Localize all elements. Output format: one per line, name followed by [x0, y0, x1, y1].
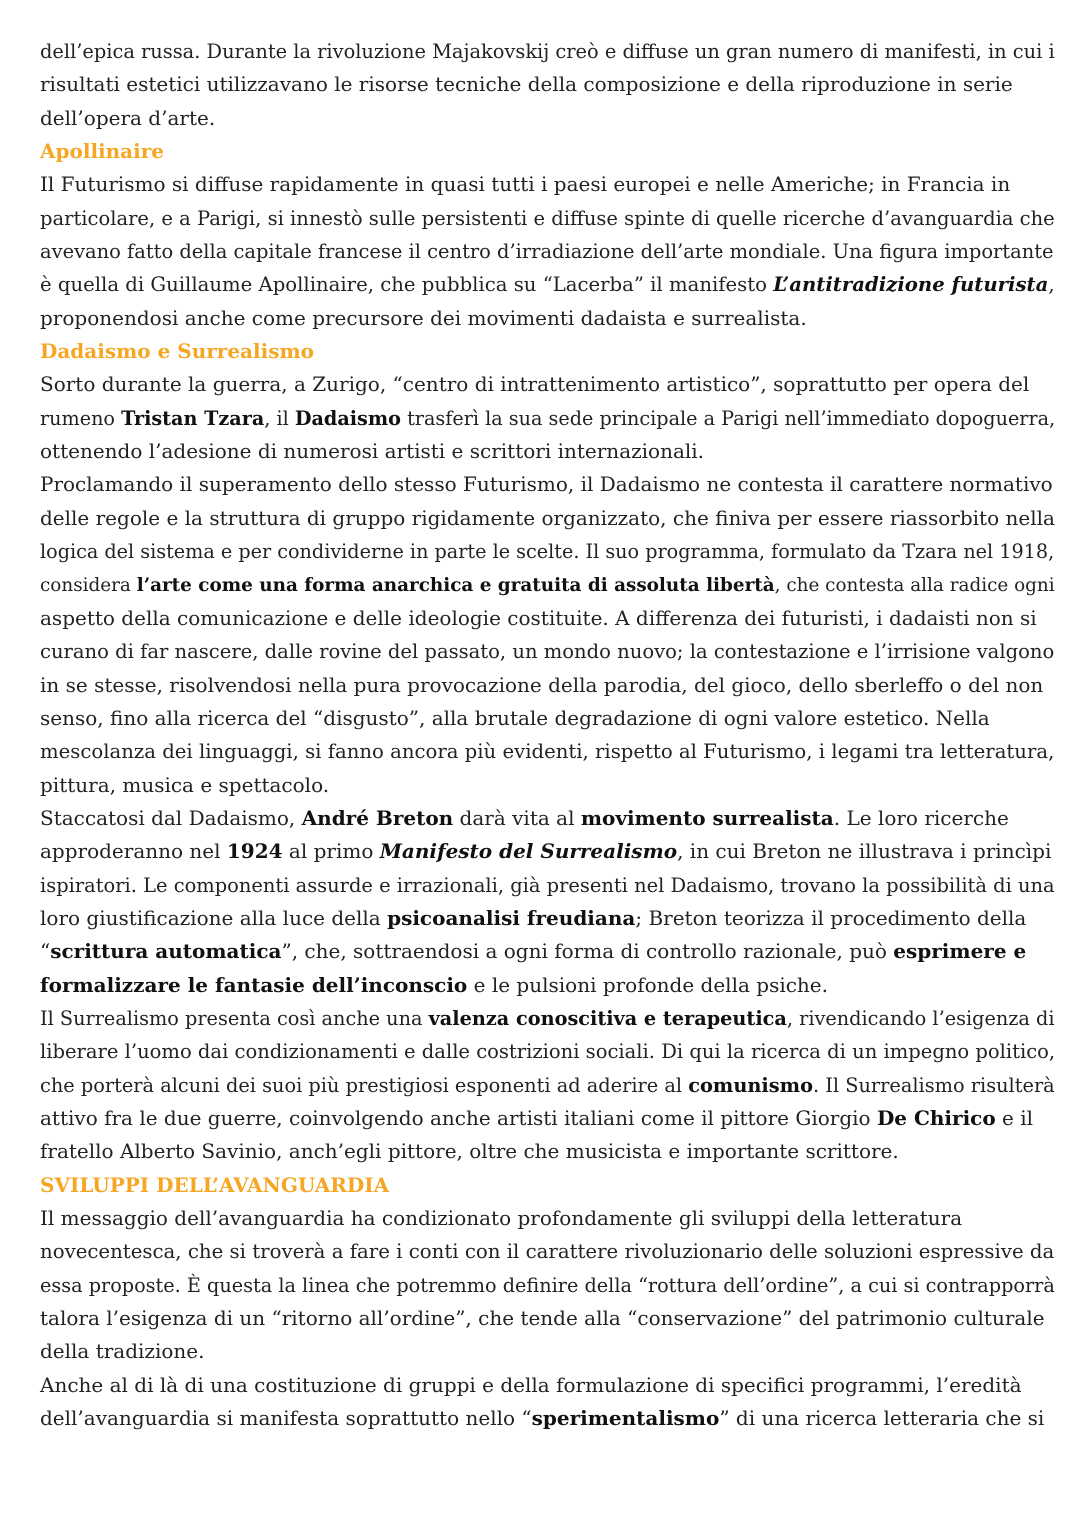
text-line [40, 935, 1055, 968]
bold-term: valenza conoscitiva e terapeutica [428, 1006, 787, 1030]
bold-term: Dadaismo [294, 406, 401, 430]
text-span: e le pulsioni profonde della psiche. [467, 972, 828, 997]
bold-term: formalizzare le fantasie dell’inconscio [40, 972, 468, 997]
text-span: darà vita al [453, 805, 581, 830]
bold-term: esprimere e [893, 939, 1027, 964]
bold-term: sperimentalismo [531, 1406, 720, 1431]
text-line: delle regole e la struttura di gruppo rigidamente organizzato, che finiva per essere riassorbito nella [40, 505, 1055, 530]
text-span: , [1048, 273, 1055, 297]
text-line: ispiratori. Le componenti assurde e irrazionali, già presenti nel Dadaismo, trovano la possibilità di una [40, 873, 1055, 897]
text-line: avevano fatto della capitale francese il centro d’irradiazione dell’arte mondiale. Una figura importante [40, 240, 1054, 264]
sviluppi-paragraph-2 [40, 1369, 1055, 1436]
text-line: senso, fino alla ricerca del “disgusto”, alla brutale degradazione di ogni valore estetico. Nella [40, 705, 990, 730]
text-line: Anche al di là di una costituzione di gruppi e della formulazione di specifici programmi, l’eredità [40, 1372, 1022, 1397]
bold-term: comunismo [688, 1073, 813, 1097]
text-line: Il messaggio dell’avanguardia ha condizionato profondamente gli sviluppi della letteratura [40, 1206, 963, 1231]
text-span: rumeno [40, 406, 122, 430]
text-span: approderanno nel [40, 839, 227, 864]
text-line: curano di far nascere, dalle rovine del passato, un mondo nuovo; la contestazione e l’irrisione valgono [40, 640, 1055, 664]
text-line [40, 835, 1055, 868]
text-line: dell’opera d’arte. [40, 105, 216, 130]
text-span: trasferì la sua sede principale a Parigi nell’immediato dopoguerra, [400, 406, 1056, 430]
bold-term: scrittura automatica [50, 939, 282, 964]
text-line: Sorto durante la guerra, a Zurigo, “centro di intrattenimento artistico”, soprattutto per opera del [40, 372, 1030, 397]
text-line: logica del sistema e per condividerne in parte le scelte. Il suo programma, formulato da Tzara nel 1918, [40, 540, 1055, 564]
text-line: fratello Alberto Savinio, anch’egli pittore, oltre che musicista e importante scrittore. [40, 1139, 899, 1164]
text-span: al primo [282, 839, 380, 864]
bold-term: Tristan Tzara [121, 406, 265, 430]
text-line [40, 402, 1055, 435]
text-line [40, 1402, 1055, 1435]
text-line [40, 569, 1055, 602]
dadaismo-paragraph-2 [40, 468, 1055, 801]
text-line: in se stesse, risolvendosi nella pura provocazione della parodia, del gioco, dello sberleffo o del non [40, 672, 1044, 697]
text-line: particolare, e a Parigi, si innestò sulle persistenti e diffuse spinte di quelle ricerche d’avanguardia che [40, 206, 1055, 230]
section-heading-sviluppi: SVILUPPI DELL’AVANGUARDIA [40, 1172, 390, 1197]
text-span: , il [264, 406, 295, 430]
text-line [40, 1069, 1055, 1102]
text-span: . Il Surrealismo risulterà [813, 1073, 1055, 1097]
text-line [40, 902, 1055, 935]
dadaismo-paragraph-1 [40, 368, 1055, 468]
bold-term: 1924 [226, 839, 283, 864]
text-span: è quella di Guillaume Apollinaire, che pubblica su “Lacerba” il manifesto [40, 273, 774, 297]
bold-term: psicoanalisi freudiana [387, 905, 636, 930]
bold-term: De Chirico [876, 1106, 996, 1130]
text-line: mescolanza dei linguaggi, si fanno ancora più evidenti, rispetto al Futurismo, i legami tra letteratura, [40, 740, 1055, 764]
text-span: ”, che, sottraendosi a ogni forma di controllo razionale, può [281, 939, 894, 964]
sviluppi-paragraph-1 [40, 1202, 1055, 1369]
text-span: che porterà alcuni dei suoi più prestigiosi esponenti ad aderire al [40, 1073, 689, 1097]
text-line: talora l’esigenza di un “ritorno all’ordine”, che tende alla “conservazione” del patrimonio culturale [40, 1306, 1045, 1331]
text-line: pittura, musica e spettacolo. [40, 772, 330, 797]
text-span: e il [995, 1106, 1034, 1130]
bold-term: l’arte come una forma anarchica e gratuita di assoluta libertà [136, 574, 775, 596]
text-span: dell’avanguardia si manifesta soprattutto nello “ [40, 1406, 532, 1431]
manifesto-title: Manifesto del Surrealismo [379, 839, 678, 864]
text-span: attivo fra le due guerre, coinvolgendo anche artisti italiani come il pittore Giorgio [40, 1106, 877, 1130]
text-line: aspetto della comunicazione e delle ideologie costituite. A differenza dei futuristi, i dadaisti non si [40, 605, 1037, 630]
text-line: ottenendo l’adesione di numerosi artisti e scrittori internazionali. [40, 439, 705, 464]
text-span: , in cui Breton ne illustrava i princìpi [677, 839, 1052, 864]
bold-term: movimento surrealista [580, 805, 834, 830]
text-line: dell’epica russa. Durante la rivoluzione Majakovskij creò e diffuse un gran numero di manifesti, in cui i [40, 40, 1055, 63]
text-line: novecentesca, che si troverà a fare i conti con il carattere rivoluzionario delle soluzioni espressive da [40, 1240, 1055, 1264]
text-span: considera [40, 574, 137, 596]
text-span: loro giustificazione alla luce della [40, 905, 388, 930]
text-line [40, 1002, 1055, 1035]
text-line: proponendosi anche come precursore dei movimenti dadaista e surrealista. [40, 305, 807, 330]
surrealismo-paragraph-2 [40, 1002, 1055, 1169]
text-line: Il Futurismo si diffuse rapidamente in quasi tutti i paesi europei e nelle Americhe; in Francia in [40, 172, 1011, 197]
text-span: ” di una ricerca letteraria che si [719, 1406, 1045, 1431]
text-line: liberare l’uomo dai condizionamenti e dalle costrizioni sociali. Di qui la ricerca di un impegno politico, [40, 1040, 1056, 1064]
text-line [40, 268, 1055, 301]
text-span: , che contesta alla radice ogni [774, 574, 1055, 596]
text-line [40, 969, 1055, 1002]
surrealismo-paragraph-1 [40, 802, 1055, 1002]
text-span: “ [40, 939, 51, 964]
text-span: , rivendicando l’esigenza di [786, 1006, 1055, 1030]
text-line [40, 1102, 1055, 1135]
apollinaire-paragraph [40, 168, 1055, 335]
text-span: . Le loro ricerche [833, 805, 1009, 830]
text-line: Proclamando il superamento dello stesso Futurismo, il Dadaismo ne contesta il carattere normativo [40, 472, 1053, 497]
text-line: essa proposte. È questa la linea che potremmo definire della “rottura dell’ordine”, a cui si contrapporrà [40, 1273, 1055, 1297]
bold-term: André Breton [301, 805, 454, 830]
section-heading-dadaismo: Dadaismo e Surrealismo [40, 339, 314, 364]
text-line: della tradizione. [40, 1339, 205, 1364]
document-page [40, 35, 1055, 1435]
section-heading-apollinaire: Apollinaire [40, 139, 164, 164]
text-line: risultati estetici utilizzavano le risorse tecniche della composizione e della riproduzione in serie [40, 72, 1013, 97]
text-span: Il Surrealismo presenta così anche una [40, 1006, 429, 1030]
manifesto-title: L’antitradizione futurista [773, 273, 1049, 297]
text-span: Staccatosi dal Dadaismo, [40, 805, 302, 830]
intro-paragraph [40, 35, 1055, 135]
text-span: ; Breton teorizza il procedimento della [635, 905, 1027, 930]
text-line [40, 802, 1055, 835]
